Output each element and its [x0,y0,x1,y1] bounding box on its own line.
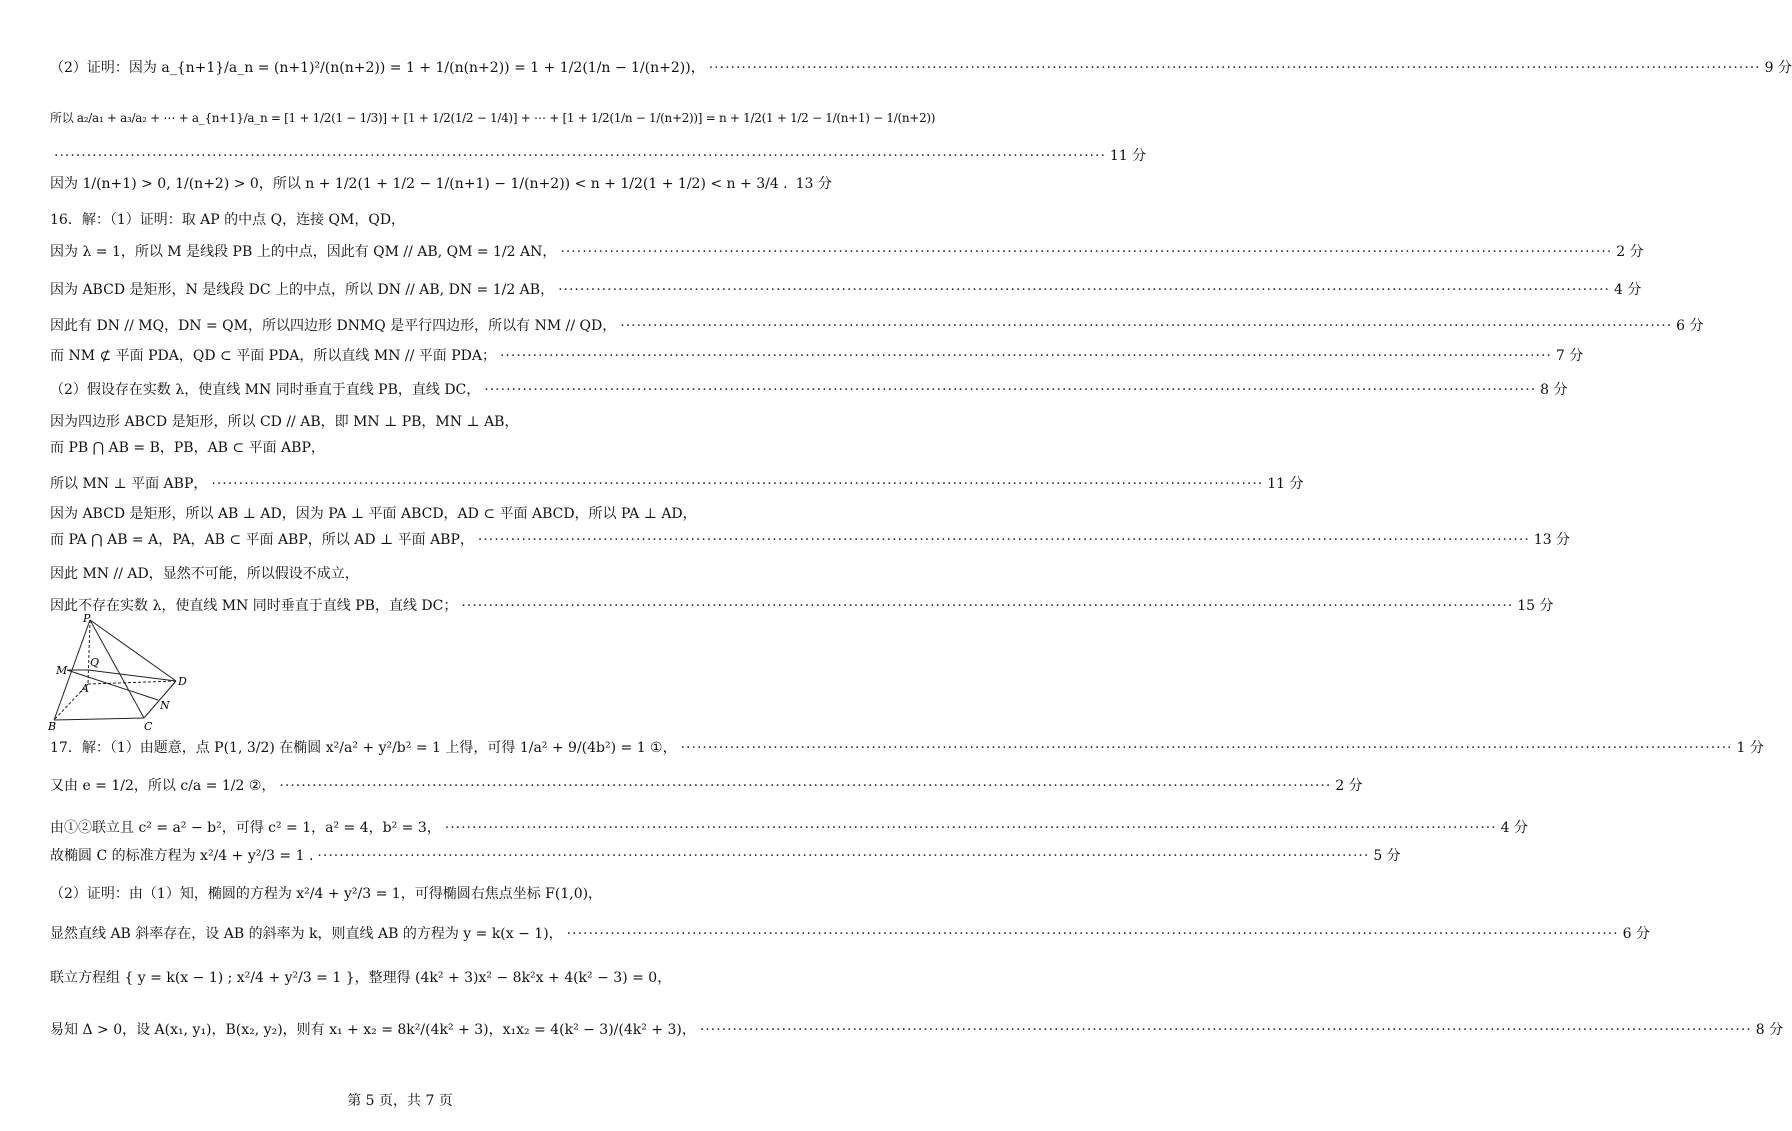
label-Q: Q [90,656,100,669]
score: 13 分 [1533,532,1571,548]
solution-line: 所以 a₂/a₁ + a₃/a₂ + ⋯ + a_{n+1}/a_n = [1 + 1/2(1 − 1/3)] + [1 + 1/2(1/2 − 1/4)] + ⋯ + [1 + 1/2(1/n − 1/(n+2))] = n + 1/2(1 + 1/2 − 1/(n+1) − 1/(n+2)) [50,111,936,125]
solution-line: 因为 λ = 1，所以 M 是线段 PB 上的中点，因此有 QM // AB, QM = 1/2 AN， ····· 2 分 [50,242,750,262]
solution-line: （2）假设存在实数 λ，使直线 MN 同时垂直于直线 PB，直线 DC， ····· 8 分 [50,380,750,400]
solution-line: 而 PA ⋂ AB = A，PA，AB ⊂ 平面 ABP，所以 AD ⊥ 平面 ABP， ····· 13 分 [50,530,750,550]
pyramid-figure [48,612,198,732]
solution-line: 又由 e = 1/2，所以 c/a = 1/2 ②， ····· 2 分 [50,776,750,796]
solution-line: 所以 MN ⊥ 平面 ABP， ····· 11 分 [50,474,750,494]
solution-line: 因此有 DN // MQ，DN = QM，所以四边形 DNMQ 是平行四边形，所以有 NM // QD， ····· 6 分 [50,316,750,336]
label-A: A [81,682,89,695]
solution-line: 因为 1/(n+1) > 0, 1/(n+2) > 0，所以 n + 1/2(1 + 1/2 − 1/(n+1) − 1/(n+2)) < n + 1/2(1 + 1/2) < n + 3/4 . 13 分 [50,176,832,192]
solution-line: 因为 ABCD 是矩形，N 是线段 DC 上的中点，所以 DN // AB, DN = 1/2 AB， ····· 4 分 [50,280,750,300]
score: 2 分 [1616,244,1644,260]
score: 11 分 [1267,476,1304,492]
solution-line: 16．解：（1）证明：取 AP 的中点 Q，连接 QM，QD， [50,212,406,228]
edge-PC [90,620,144,718]
score: 5 分 [1373,848,1401,864]
solution-line: 而 NM ⊄ 平面 PDA，QD ⊂ 平面 PDA，所以直线 MN // 平面 PDA； ····· 7 分 [50,346,750,366]
score: 15 分 [1517,598,1554,614]
solution-line: 故椭圆 C 的标准方程为 x²/4 + y²/3 = 1 . ····· 5 分 [50,846,750,866]
score: 13 分 [795,176,832,192]
label-P: P [83,612,91,625]
score: 9 分 [1764,60,1792,76]
score: 4 分 [1613,282,1642,298]
solution-line: 因此 MN // AD，显然不可能，所以假设不成立， [50,566,359,582]
solution-line: 因为四边形 ABCD 是矩形，所以 CD // AB，即 MN ⊥ PB，MN ⊥ AB， [50,414,519,430]
solution-line: 显然直线 AB 斜率存在，设 AB 的斜率为 k，则直线 AB 的方程为 y = k(x − 1)， ····· 6 分 [50,924,750,944]
solution-line: 因为 ABCD 是矩形，所以 AB ⊥ AD，因为 PA ⊥ 平面 ABCD，AD ⊂ 平面 ABCD，所以 PA ⊥ AD， [50,506,697,522]
score: 11 分 [1109,148,1147,164]
label-C: C [144,720,153,733]
solution-line: 易知 Δ > 0，设 A(x₁, y₁)，B(x₂, y₂)，则有 x₁ + x₂ = 8k²/(4k² + 3)，x₁x₂ = 4(k² − 3)/(4k² + 3)， ····· 8 分 [50,1020,750,1040]
label-N: N [160,699,170,712]
solution-line: 由①②联立且 c² = a² − b²，可得 c² = 1，a² = 4，b² = 3， ····· 4 分 [50,818,750,838]
solution-line [50,146,1147,166]
solution-line: 因此不存在实数 λ，使直线 MN 同时垂直于直线 PB，直线 DC； ····· 15 分 [50,596,750,616]
score: 1 分 [1736,740,1764,756]
solution-line: 而 PB ⋂ AB = B，PB，AB ⊂ 平面 ABP， [50,440,325,456]
score: 6 分 [1676,318,1704,334]
label-M: M [56,664,68,677]
solution-line: （2）证明：由（1）知，椭圆的方程为 x²/4 + y²/3 = 1，可得椭圆右焦点坐标 F(1,0)， [50,886,603,902]
solution-line: 17．解：（1）由题意，点 P(1, 3/2) 在椭圆 x²/a² + y²/b² = 1 上得，可得 1/a² + 9/(4b²) = 1 ①， ····· 1 分 [50,738,750,758]
score: 7 分 [1555,348,1584,364]
score: 6 分 [1622,926,1650,942]
edge-BC [54,718,144,720]
label-D: D [178,675,187,688]
solution-line: 联立方程组 { y = k(x − 1) ; x²/4 + y²/3 = 1 }，整理得 (4k² + 3)x² − 8k²x + 4(k² − 3) = 0， [50,970,672,986]
score: 8 分 [1755,1022,1784,1038]
score: 2 分 [1335,778,1363,794]
score: 8 分 [1540,382,1568,398]
solution-line: （2）证明：因为 a_{n+1}/a_n = (n+1)²/(n(n+2)) = 1 + 1/(n(n+2)) = 1 + 1/2(1/n − 1/(n+2))， ····· 9 分 [50,58,750,78]
edge-PA [88,620,90,684]
label-B: B [48,720,57,733]
page-footer: 第 5 页，共 7 页 [347,1093,453,1109]
score: 4 分 [1500,820,1528,836]
